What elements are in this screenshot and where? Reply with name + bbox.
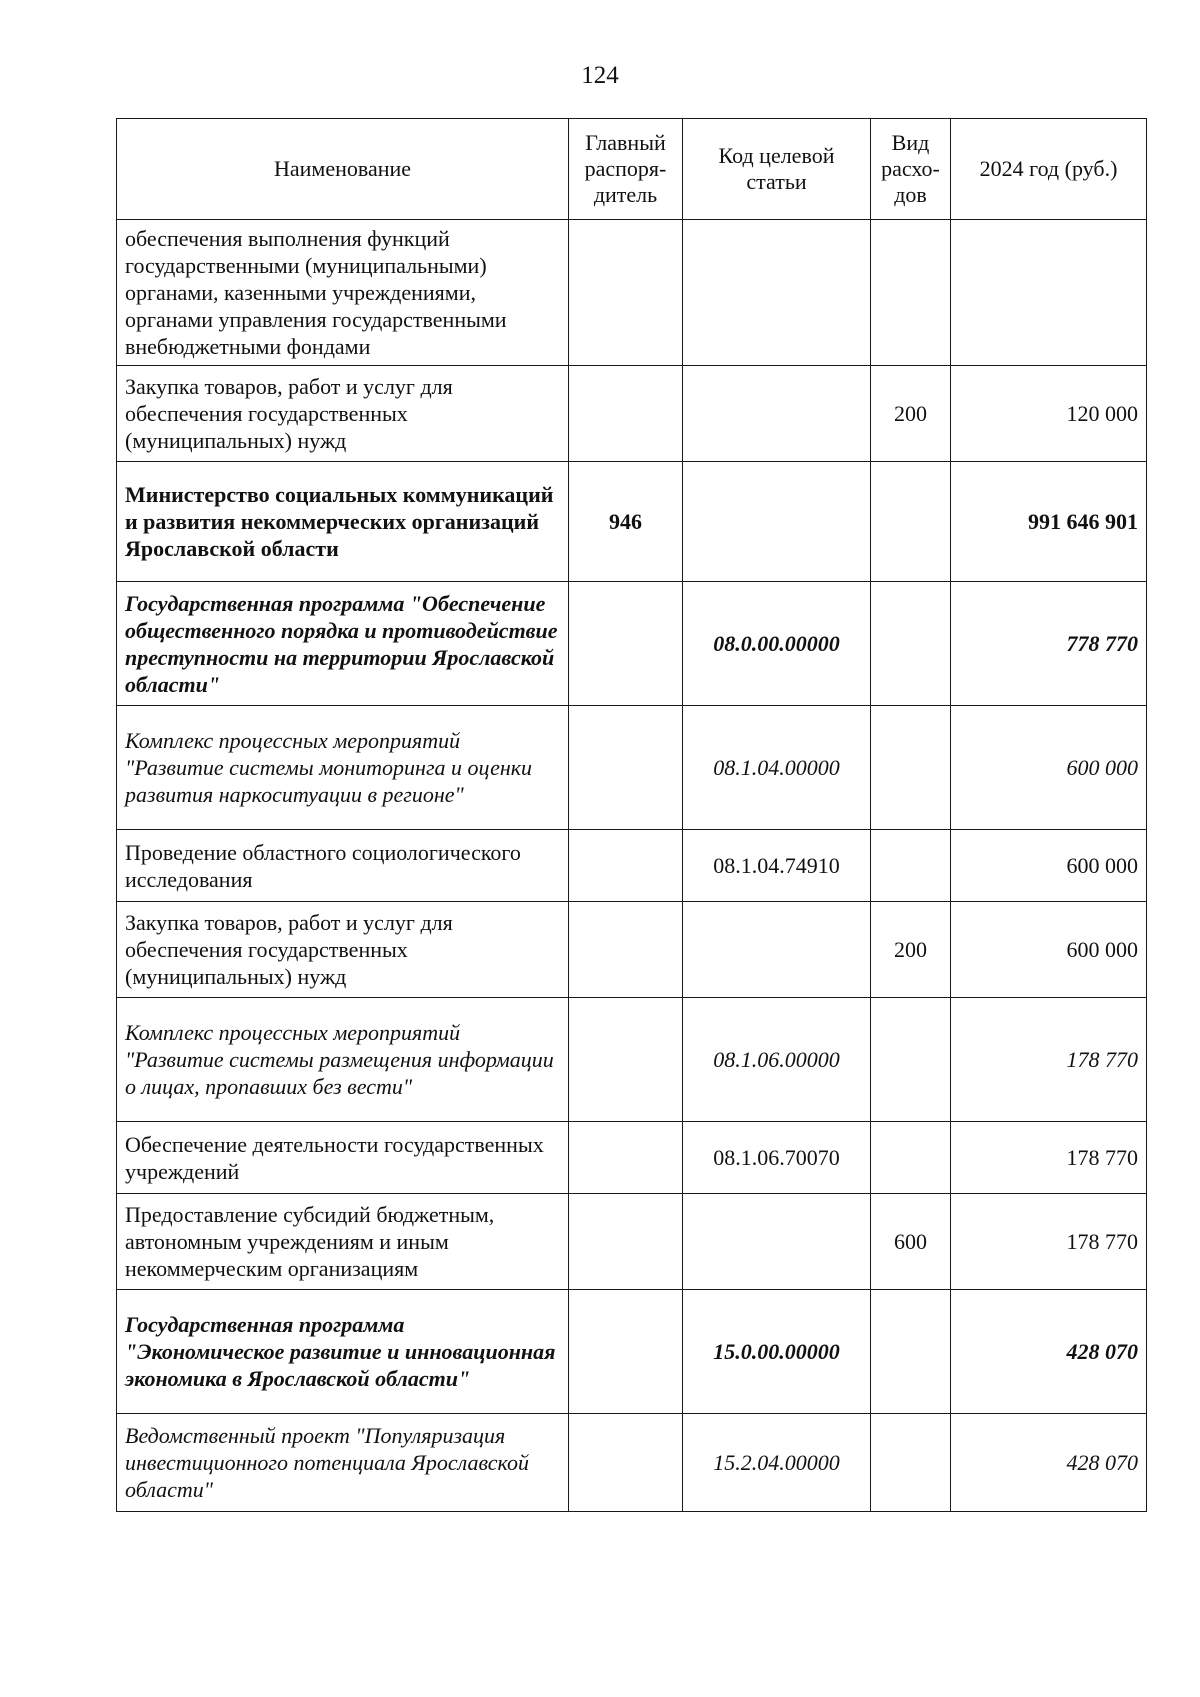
- header-type: Вид расхо-дов: [871, 119, 951, 220]
- row-manager: [569, 220, 683, 366]
- row-name: Закупка товаров, работ и услуг для обеспечения государственных (муниципальных) нужд: [117, 902, 569, 998]
- row-name: Проведение областного социологического исследования: [117, 830, 569, 902]
- row-type: 200: [871, 366, 951, 462]
- table-row: [117, 220, 1147, 366]
- row-name: Государственная программа "Экономическое развитие и инновационная экономика в Ярославской области": [117, 1290, 569, 1414]
- row-type: 600: [871, 1194, 951, 1290]
- row-code: 08.1.04.74910: [683, 830, 871, 902]
- table-header-row: [117, 119, 1147, 220]
- table-row: [117, 1414, 1147, 1512]
- row-manager: [569, 1290, 683, 1414]
- row-type: [871, 1414, 951, 1512]
- row-code: 08.1.06.00000: [683, 998, 871, 1122]
- row-amount: 428 070: [951, 1290, 1147, 1414]
- row-amount: 178 770: [951, 1194, 1147, 1290]
- row-name: Предоставление субсидий бюджетным, автономным учреждениям и иным некоммерческим организациям: [117, 1194, 569, 1290]
- row-name: Комплекс процессных мероприятий "Развитие системы мониторинга и оценки развития наркоситуации в регионе": [117, 706, 569, 830]
- row-amount: 600 000: [951, 830, 1147, 902]
- row-code: 08.1.04.00000: [683, 706, 871, 830]
- row-manager: [569, 830, 683, 902]
- row-type: [871, 582, 951, 706]
- row-manager: [569, 706, 683, 830]
- row-type: [871, 1290, 951, 1414]
- row-amount: 600 000: [951, 706, 1147, 830]
- row-type: [871, 706, 951, 830]
- row-type: [871, 830, 951, 902]
- page-number: 124: [581, 62, 619, 89]
- row-amount: 428 070: [951, 1414, 1147, 1512]
- header-code: Код целевой статьи: [683, 119, 871, 220]
- budget-table: [116, 118, 1147, 1512]
- row-manager: [569, 902, 683, 998]
- row-manager: [569, 582, 683, 706]
- row-type: [871, 462, 951, 582]
- table-row: [117, 1194, 1147, 1290]
- row-manager: 946: [569, 462, 683, 582]
- header-manager: Главный распоря-дитель: [569, 119, 683, 220]
- table-row: [117, 462, 1147, 582]
- table-row: [117, 998, 1147, 1122]
- row-amount: 778 770: [951, 582, 1147, 706]
- row-name: Ведомственный проект "Популяризация инвестиционного потенциала Ярославской области": [117, 1414, 569, 1512]
- row-amount: [951, 220, 1147, 366]
- row-type: [871, 220, 951, 366]
- row-manager: [569, 1122, 683, 1194]
- row-code: [683, 462, 871, 582]
- row-manager: [569, 1194, 683, 1290]
- row-name: Комплекс процессных мероприятий "Развитие системы размещения информации о лицах, пропавших без вести": [117, 998, 569, 1122]
- row-amount: 600 000: [951, 902, 1147, 998]
- row-amount: 178 770: [951, 998, 1147, 1122]
- row-amount: 120 000: [951, 366, 1147, 462]
- row-name: Закупка товаров, работ и услуг для обеспечения государственных (муниципальных) нужд: [117, 366, 569, 462]
- row-code: 15.2.04.00000: [683, 1414, 871, 1512]
- row-code: 08.0.00.00000: [683, 582, 871, 706]
- table-row: [117, 1290, 1147, 1414]
- row-manager: [569, 998, 683, 1122]
- row-type: 200: [871, 902, 951, 998]
- table-row: [117, 1122, 1147, 1194]
- header-amount: 2024 год (руб.): [951, 119, 1147, 220]
- table-row: [117, 902, 1147, 998]
- table-row: [117, 830, 1147, 902]
- row-amount: 178 770: [951, 1122, 1147, 1194]
- row-name: обеспечения выполнения функций государственными (муниципальными) органами, казенными учреждениями, органами управления государственными внебюджетными фондами: [117, 220, 569, 366]
- row-type: [871, 1122, 951, 1194]
- header-name: Наименование: [117, 119, 569, 220]
- row-code: [683, 1194, 871, 1290]
- table-row: [117, 366, 1147, 462]
- row-name: Министерство социальных коммуникаций и развития некоммерческих организаций Ярославской области: [117, 462, 569, 582]
- row-type: [871, 998, 951, 1122]
- row-amount: 991 646 901: [951, 462, 1147, 582]
- table-row: [117, 706, 1147, 830]
- row-manager: [569, 1414, 683, 1512]
- table-row: [117, 582, 1147, 706]
- row-code: [683, 902, 871, 998]
- row-manager: [569, 366, 683, 462]
- row-code: 15.0.00.00000: [683, 1290, 871, 1414]
- row-name: Обеспечение деятельности государственных учреждений: [117, 1122, 569, 1194]
- row-code: [683, 220, 871, 366]
- row-code: [683, 366, 871, 462]
- row-code: 08.1.06.70070: [683, 1122, 871, 1194]
- row-name: Государственная программа "Обеспечение общественного порядка и противодействие преступности на территории Ярославской области": [117, 582, 569, 706]
